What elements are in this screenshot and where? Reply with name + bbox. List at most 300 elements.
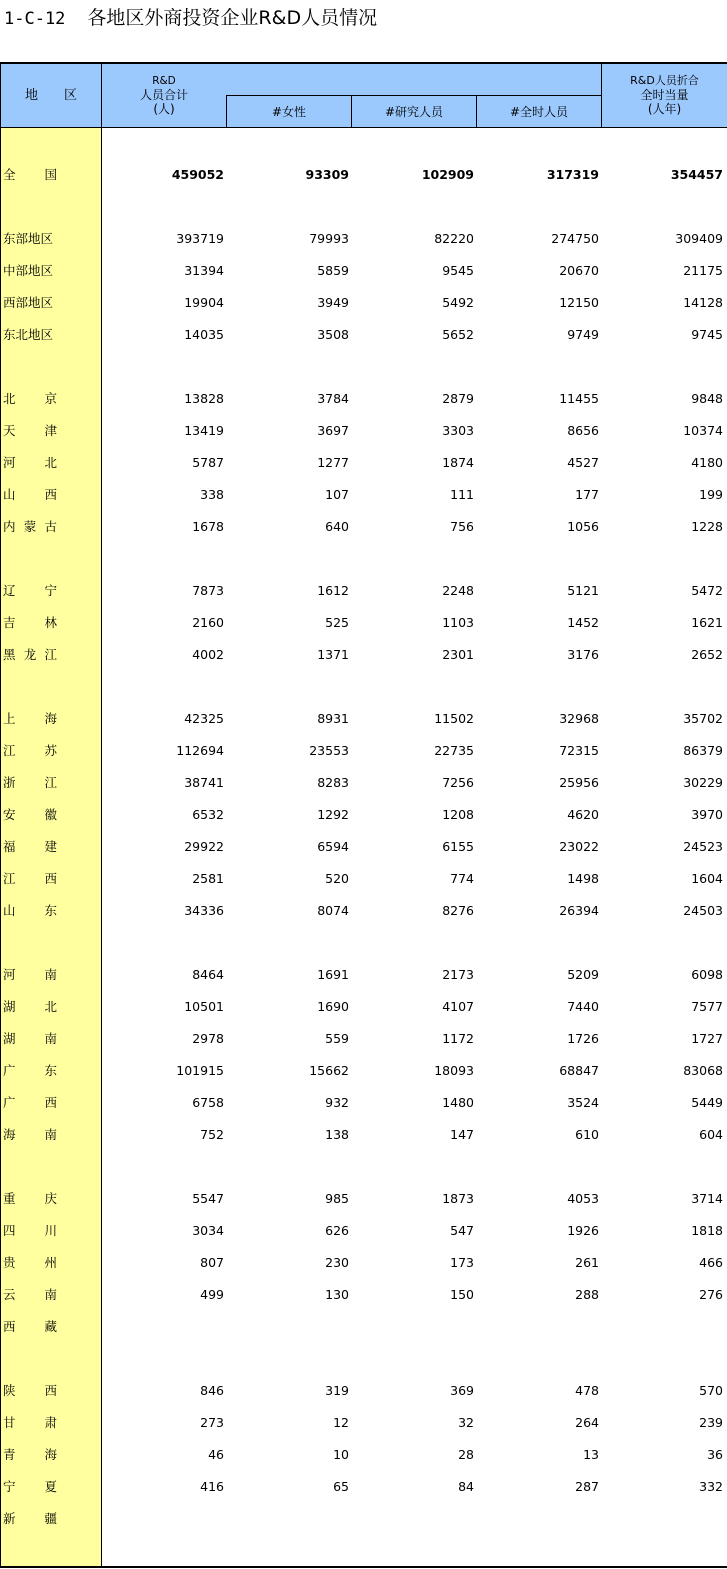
value-cell: 756: [450, 519, 474, 534]
value-cell: 8276: [442, 903, 474, 918]
region-name-part: 青: [3, 1447, 16, 1462]
value-cell: 309409: [675, 231, 723, 246]
value-cell: 1604: [691, 871, 723, 886]
value-cell: 478: [575, 1383, 599, 1398]
region-name: [3, 1285, 57, 1305]
table-row: [0, 645, 727, 665]
value-cell: 10501: [184, 999, 224, 1014]
header-rd-total-line1: R&D: [152, 75, 176, 87]
region-name-part: 辽: [3, 583, 16, 598]
value-cell: 8283: [317, 775, 349, 790]
value-cell: 8464: [192, 967, 224, 982]
table-row: [0, 1317, 727, 1337]
value-cell: 72315: [559, 743, 599, 758]
region-name-part: 云: [3, 1287, 16, 1302]
value-cell: 107: [325, 487, 349, 502]
value-cell: 7256: [442, 775, 474, 790]
value-cell: 36: [707, 1447, 723, 1462]
value-cell: 3034: [192, 1223, 224, 1238]
region-name-part: 南: [44, 1287, 57, 1302]
bottom-rule: [0, 1566, 727, 1568]
header-fulltime-label: #全时人员: [509, 104, 569, 119]
value-cell: [477, 1509, 599, 1529]
table-row: [0, 165, 727, 185]
value-cell: [352, 1509, 474, 1529]
value-cell: 276: [699, 1287, 723, 1302]
value-cell: 150: [450, 1287, 474, 1302]
region-name: [3, 1125, 57, 1145]
value-cell: 230: [325, 1255, 349, 1270]
value-cell: 520: [325, 871, 349, 886]
value-cell: 1874: [442, 455, 474, 470]
region-name: [3, 805, 57, 825]
value-cell: 5121: [567, 583, 599, 598]
region-name-part: 新: [3, 1511, 16, 1526]
value-cell: 9745: [691, 327, 723, 342]
table-row: [0, 1029, 727, 1049]
region-name-part: 江: [3, 871, 16, 886]
value-cell: 1228: [691, 519, 723, 534]
value-cell: 173: [450, 1255, 474, 1270]
value-cell: 2301: [442, 647, 474, 662]
table-row: [0, 901, 727, 921]
region-name: [3, 837, 57, 857]
region-name-part: 西: [44, 1095, 57, 1110]
table-row: [0, 485, 727, 505]
value-cell: 1103: [442, 615, 474, 630]
region-name-part: 西: [44, 871, 57, 886]
value-cell: 3970: [691, 807, 723, 822]
value-cell: 3524: [567, 1095, 599, 1110]
region-name-part: 内: [3, 519, 16, 534]
value-cell: 499: [200, 1287, 224, 1302]
value-cell: 1371: [317, 647, 349, 662]
value-cell: 130: [325, 1287, 349, 1302]
region-name-part: 甘: [3, 1415, 16, 1430]
region-name-part: 天: [3, 423, 16, 438]
region-name-part: 蒙: [23, 519, 37, 534]
value-cell: 752: [200, 1127, 224, 1142]
value-cell: 610: [575, 1127, 599, 1142]
value-cell: 1292: [317, 807, 349, 822]
header-bottom-rule: [0, 127, 727, 128]
region-name: 东北地区: [3, 327, 54, 342]
value-cell: 13: [583, 1447, 599, 1462]
value-cell: 4620: [567, 807, 599, 822]
table-row: [0, 1381, 727, 1401]
region-name-part: 州: [44, 1255, 57, 1270]
region-name: [3, 165, 57, 185]
value-cell: 112694: [176, 743, 224, 758]
value-cell: 547: [450, 1223, 474, 1238]
value-cell: 354457: [670, 167, 723, 182]
value-cell: 138: [325, 1127, 349, 1142]
value-cell: 3508: [317, 327, 349, 342]
value-cell: 288: [575, 1287, 599, 1302]
value-cell: 23022: [559, 839, 599, 854]
value-cell: 9749: [567, 327, 599, 342]
value-cell: 1056: [567, 519, 599, 534]
value-cell: 4107: [442, 999, 474, 1014]
value-cell: 317319: [546, 167, 599, 182]
table-row: [0, 1285, 727, 1305]
value-cell: 6532: [192, 807, 224, 822]
value-cell: 11455: [559, 391, 599, 406]
value-cell: 46: [208, 1447, 224, 1462]
value-cell: 101915: [176, 1063, 224, 1078]
region-name-part: 国: [44, 167, 57, 182]
region-name: [3, 581, 57, 601]
value-cell: 5209: [567, 967, 599, 982]
region-name-part: 川: [44, 1223, 57, 1238]
value-cell: 338: [200, 487, 224, 502]
region-name-part: 古: [44, 519, 57, 534]
value-cell: 5492: [442, 295, 474, 310]
value-cell: 22735: [434, 743, 474, 758]
region-name-part: 宁: [44, 583, 57, 598]
value-cell: 2879: [442, 391, 474, 406]
region-name: [3, 741, 57, 761]
value-cell: 11502: [434, 711, 474, 726]
value-cell: 274750: [551, 231, 599, 246]
value-cell: 14035: [184, 327, 224, 342]
table-title: 各地区外商投资企业R&D人员情况: [87, 7, 378, 29]
table-row: [0, 517, 727, 537]
region-name: [3, 1413, 57, 1433]
value-cell: 2173: [442, 967, 474, 982]
value-cell: 4527: [567, 455, 599, 470]
value-cell: 28: [458, 1447, 474, 1462]
table-row: [0, 293, 727, 313]
region-name: [3, 453, 57, 473]
value-cell: 369: [450, 1383, 474, 1398]
value-cell: 12: [333, 1415, 349, 1430]
region-name-part: 林: [44, 615, 57, 630]
value-cell: 6594: [317, 839, 349, 854]
data-table: [0, 62, 727, 1568]
region-name: [3, 1477, 57, 1497]
region-name-part: 重: [3, 1191, 16, 1206]
header-fte-line3: (人年): [647, 102, 682, 116]
table-row: [0, 1061, 727, 1081]
table-row: [0, 229, 727, 249]
value-cell: [477, 1317, 599, 1337]
value-cell: 5472: [691, 583, 723, 598]
header-fte-line2: 全时当量: [640, 88, 689, 102]
value-cell: 1726: [567, 1031, 599, 1046]
region-name-part: 西: [44, 487, 57, 502]
value-cell: 1678: [192, 519, 224, 534]
value-cell: 3303: [442, 423, 474, 438]
region-name-part: 肃: [44, 1415, 57, 1430]
region-name-part: 湖: [3, 1031, 16, 1046]
region-name: [3, 901, 57, 921]
value-cell: 640: [325, 519, 349, 534]
value-cell: 93309: [305, 167, 349, 182]
value-cell: 1818: [691, 1223, 723, 1238]
value-cell: 3176: [567, 647, 599, 662]
header-female: [227, 96, 351, 127]
value-cell: [602, 1317, 723, 1337]
value-cell: 68847: [559, 1063, 599, 1078]
value-cell: 525: [325, 615, 349, 630]
region-name-part: 湖: [3, 999, 16, 1014]
value-cell: 319: [325, 1383, 349, 1398]
value-cell: 13828: [184, 391, 224, 406]
value-cell: 79993: [309, 231, 349, 246]
value-cell: 8931: [317, 711, 349, 726]
value-cell: 807: [200, 1255, 224, 1270]
region-name-part: 黑: [3, 647, 16, 662]
region-name: [3, 1061, 57, 1081]
table-row: [0, 453, 727, 473]
region-name: [3, 1093, 57, 1113]
region-name-part: 河: [3, 967, 16, 982]
region-name-part: 山: [3, 903, 16, 918]
value-cell: 42325: [184, 711, 224, 726]
region-name: [3, 421, 57, 441]
value-cell: 13419: [184, 423, 224, 438]
value-cell: 9848: [691, 391, 723, 406]
page-title: [4, 4, 377, 32]
table-row: [0, 869, 727, 889]
value-cell: 84: [458, 1479, 474, 1494]
value-cell: 2581: [192, 871, 224, 886]
region-name: [3, 869, 57, 889]
region-name-part: 全: [3, 167, 16, 182]
table-row: [0, 965, 727, 985]
region-name-part: 东: [44, 903, 57, 918]
region-name-part: 建: [44, 839, 57, 854]
region-name-part: 贵: [3, 1255, 16, 1270]
table-row: [0, 1253, 727, 1273]
value-cell: 1277: [317, 455, 349, 470]
value-cell: 30229: [683, 775, 723, 790]
region-name-part: 西: [44, 1383, 57, 1398]
value-cell: [102, 1317, 224, 1337]
value-cell: 83068: [683, 1063, 723, 1078]
value-cell: 10374: [683, 423, 723, 438]
region-name-part: 海: [44, 711, 57, 726]
value-cell: 1926: [567, 1223, 599, 1238]
value-cell: 5449: [691, 1095, 723, 1110]
region-name-part: 陕: [3, 1383, 16, 1398]
header-region: [1, 64, 101, 127]
value-cell: 102909: [421, 167, 474, 182]
value-cell: 393719: [176, 231, 224, 246]
region-name-part: 广: [3, 1063, 16, 1078]
value-cell: 2978: [192, 1031, 224, 1046]
region-name-part: 上: [3, 711, 16, 726]
table-row: [0, 1093, 727, 1113]
value-cell: 846: [200, 1383, 224, 1398]
value-cell: 35702: [683, 711, 723, 726]
region-name-part: 海: [3, 1127, 16, 1142]
value-cell: 1498: [567, 871, 599, 886]
value-cell: [352, 1317, 474, 1337]
table-row: [0, 805, 727, 825]
region-name-part: 海: [44, 1447, 57, 1462]
value-cell: [102, 1509, 224, 1529]
region-name-part: 藏: [44, 1319, 57, 1334]
value-cell: 24523: [683, 839, 723, 854]
value-cell: 7440: [567, 999, 599, 1014]
region-name-part: 江: [3, 743, 16, 758]
value-cell: 9545: [442, 263, 474, 278]
header-rd-total-line3: (人): [153, 102, 175, 116]
table-row: [0, 421, 727, 441]
region-name: 东部地区: [3, 231, 54, 246]
value-cell: 287: [575, 1479, 599, 1494]
value-cell: 1621: [691, 615, 723, 630]
value-cell: 459052: [171, 167, 224, 182]
table-row: [0, 773, 727, 793]
value-cell: 23553: [309, 743, 349, 758]
region-name: [3, 1509, 57, 1529]
region-name-part: 西: [3, 1319, 16, 1334]
region-name: [3, 1381, 57, 1401]
region-name: [3, 645, 57, 665]
region-name-part: 福: [3, 839, 16, 854]
table-row: [0, 997, 727, 1017]
value-cell: 5859: [317, 263, 349, 278]
table-row: [0, 1509, 727, 1529]
value-cell: 1690: [317, 999, 349, 1014]
value-cell: 15662: [309, 1063, 349, 1078]
region-name-part: 河: [3, 455, 16, 470]
value-cell: 21175: [683, 263, 723, 278]
header-region-label: 地 区: [24, 87, 77, 103]
table-row: [0, 325, 727, 345]
value-cell: 1727: [691, 1031, 723, 1046]
region-name-part: 北: [44, 455, 57, 470]
value-cell: 29922: [184, 839, 224, 854]
value-cell: 32968: [559, 711, 599, 726]
value-cell: 7873: [192, 583, 224, 598]
region-name-part: 庆: [44, 1191, 57, 1206]
table-row: [0, 613, 727, 633]
header-researchers: [352, 96, 476, 127]
value-cell: 32: [458, 1415, 474, 1430]
table-row: [0, 581, 727, 601]
table-row: [0, 709, 727, 729]
region-name-part: 苏: [44, 743, 57, 758]
value-cell: 14128: [683, 295, 723, 310]
value-cell: 31394: [184, 263, 224, 278]
value-cell: 2160: [192, 615, 224, 630]
region-name-part: 宁: [3, 1479, 16, 1494]
value-cell: 3714: [691, 1191, 723, 1206]
region-name-part: 徽: [44, 807, 57, 822]
region-name-part: 安: [3, 807, 16, 822]
value-cell: 239: [699, 1415, 723, 1430]
top-rule: [0, 62, 727, 64]
table-row: [0, 261, 727, 281]
region-name-part: 京: [44, 391, 57, 406]
region-name-part: 龙: [23, 647, 37, 662]
value-cell: 177: [575, 487, 599, 502]
value-cell: 82220: [434, 231, 474, 246]
value-cell: 10: [333, 1447, 349, 1462]
region-name-part: 南: [44, 967, 57, 982]
value-cell: 1873: [442, 1191, 474, 1206]
region-name-part: 疆: [44, 1511, 57, 1526]
value-cell: 86379: [683, 743, 723, 758]
value-cell: 24503: [683, 903, 723, 918]
value-cell: 4002: [192, 647, 224, 662]
table-row: [0, 741, 727, 761]
region-name: [3, 1189, 57, 1209]
header-fte-line1: R&D人员折合: [630, 74, 699, 87]
region-name-part: 广: [3, 1095, 16, 1110]
region-name-part: 江: [44, 775, 57, 790]
region-name-part: 南: [44, 1031, 57, 1046]
value-cell: 332: [699, 1479, 723, 1494]
value-cell: 273: [200, 1415, 224, 1430]
region-name: [3, 997, 57, 1017]
header-rd-total: [102, 70, 226, 120]
header-researchers-label: #研究人员: [384, 104, 444, 119]
region-name-part: 吉: [3, 615, 16, 630]
value-cell: 199: [699, 487, 723, 502]
value-cell: 2652: [691, 647, 723, 662]
value-cell: 1208: [442, 807, 474, 822]
value-cell: 18093: [434, 1063, 474, 1078]
value-cell: 559: [325, 1031, 349, 1046]
value-cell: 5787: [192, 455, 224, 470]
header-female-label: #女性: [271, 104, 307, 119]
value-cell: 626: [325, 1223, 349, 1238]
region-name-part: 浙: [3, 775, 16, 790]
table-row: [0, 1445, 727, 1465]
value-cell: 3949: [317, 295, 349, 310]
value-cell: 1691: [317, 967, 349, 982]
value-cell: 19904: [184, 295, 224, 310]
region-name: 西部地区: [3, 295, 54, 310]
value-cell: 932: [325, 1095, 349, 1110]
value-cell: 1452: [567, 615, 599, 630]
value-cell: 6098: [691, 967, 723, 982]
region-name-part: 四: [3, 1223, 16, 1238]
value-cell: 1612: [317, 583, 349, 598]
region-name: 中部地区: [3, 263, 54, 278]
value-cell: 111: [450, 487, 474, 502]
value-cell: 1480: [442, 1095, 474, 1110]
region-name: [3, 1253, 57, 1273]
region-name: [3, 1029, 57, 1049]
value-cell: 261: [575, 1255, 599, 1270]
value-cell: 25956: [559, 775, 599, 790]
region-name: [3, 389, 57, 409]
value-cell: 6155: [442, 839, 474, 854]
value-cell: 2248: [442, 583, 474, 598]
region-name: [3, 1221, 57, 1241]
value-cell: 34336: [184, 903, 224, 918]
table-row: [0, 1125, 727, 1145]
value-cell: 4053: [567, 1191, 599, 1206]
value-cell: 12150: [559, 295, 599, 310]
value-cell: 147: [450, 1127, 474, 1142]
value-cell: 7577: [691, 999, 723, 1014]
value-cell: 985: [325, 1191, 349, 1206]
value-cell: 38741: [184, 775, 224, 790]
table-row: [0, 1221, 727, 1241]
value-cell: 264: [575, 1415, 599, 1430]
region-name-part: 南: [44, 1127, 57, 1142]
value-cell: 1172: [442, 1031, 474, 1046]
value-cell: 5652: [442, 327, 474, 342]
value-cell: 20670: [559, 263, 599, 278]
